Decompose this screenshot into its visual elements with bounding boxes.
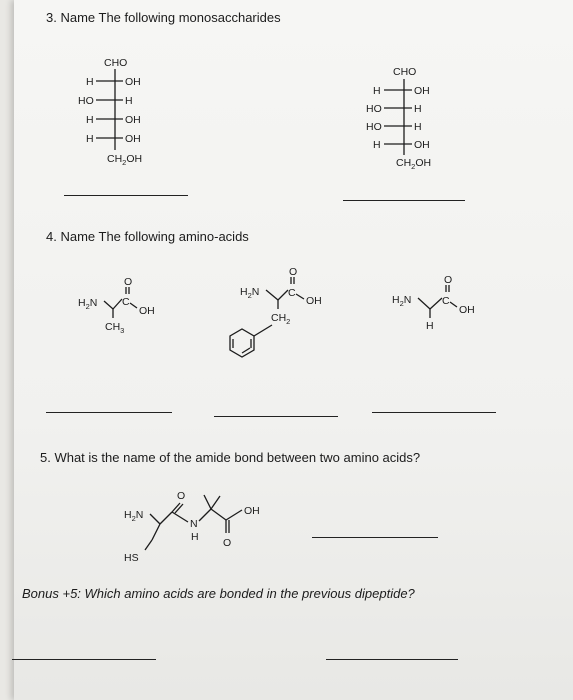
dipeptide-carbonyl-oxygen-2: O <box>223 537 232 549</box>
sugar1-row1-left: H <box>86 76 94 88</box>
aa3-carbonyl-oxygen: O <box>444 274 453 286</box>
fischer-projection-sugar-1 <box>78 57 142 167</box>
aa2-amine: $H_2N$ <box>240 286 260 300</box>
sugar1-row1-right: OH <box>125 76 141 88</box>
aa1-hydroxyl: OH <box>139 305 155 317</box>
sugar1-aldehyde: CHO <box>104 57 128 69</box>
amino-acid-2-structure <box>230 266 322 357</box>
question-5-label: 5. What is the name of the amide bond between two amino acids? <box>40 450 421 465</box>
dipeptide-thiol: HS <box>124 552 139 564</box>
sugar2-row3-right: H <box>414 121 422 133</box>
aa1-amine: $H_2N$ <box>78 297 98 311</box>
sugar1-row3-left: H <box>86 114 94 126</box>
sugar1-row2-right: H <box>125 95 133 107</box>
sugar2-row1-right: OH <box>414 85 430 97</box>
dipeptide-amine: $H_2N$ <box>124 509 144 523</box>
sugar2-row2-right: H <box>414 103 422 115</box>
aa1-carbonyl-carbon: C <box>122 296 130 308</box>
sugar2-row1-left: H <box>373 85 381 97</box>
aa3-carbonyl-carbon: C <box>442 295 450 307</box>
aa1-side-chain: $CH_3$ <box>105 321 125 335</box>
dipeptide-amide-nitrogen: N <box>190 518 198 530</box>
fischer-projection-sugar-2 <box>366 66 431 171</box>
dipeptide-structure <box>124 490 260 564</box>
aa2-carbonyl-oxygen: O <box>289 266 298 278</box>
aa2-carbonyl-carbon: C <box>288 287 296 299</box>
aa3-amine: $H_2N$ <box>392 294 412 308</box>
dipeptide-amide-hydrogen: H <box>191 531 199 543</box>
aa3-side-chain: H <box>426 320 434 332</box>
aa1-carbonyl-oxygen: O <box>124 276 133 288</box>
aa2-hydroxyl: OH <box>306 295 322 307</box>
sugar1-row3-right: OH <box>125 114 141 126</box>
sugar2-row4-right: OH <box>414 139 430 151</box>
sugar2-row3-left: HO <box>366 121 382 133</box>
dipeptide-carbonyl-oxygen-1: O <box>177 490 186 502</box>
bonus-question-label: Bonus +5: Which amino acids are bonded in the previous dipeptide? <box>22 586 415 601</box>
sugar1-row2-left: HO <box>78 95 94 107</box>
sugar1-row4-left: H <box>86 133 94 145</box>
dipeptide-hydroxyl: OH <box>244 505 260 517</box>
question-3-label: 3. Name The following monosaccharides <box>46 10 281 25</box>
aa2-side-chain-methylene: $CH_2$ <box>271 312 291 326</box>
sugar2-row4-left: H <box>373 139 381 151</box>
sugar2-row2-left: HO <box>366 103 382 115</box>
aa3-hydroxyl: OH <box>459 304 475 316</box>
question-4-label: 4. Name The following amino-acids <box>46 229 249 244</box>
sugar1-terminal-group: $CH_2OH$ <box>107 153 143 167</box>
amino-acid-3-structure <box>392 274 475 332</box>
sugar2-terminal-group: $CH_2OH$ <box>396 157 432 171</box>
amino-acid-1-structure <box>78 276 155 335</box>
sugar1-row4-right: OH <box>125 133 141 145</box>
sugar2-aldehyde: CHO <box>393 66 417 78</box>
